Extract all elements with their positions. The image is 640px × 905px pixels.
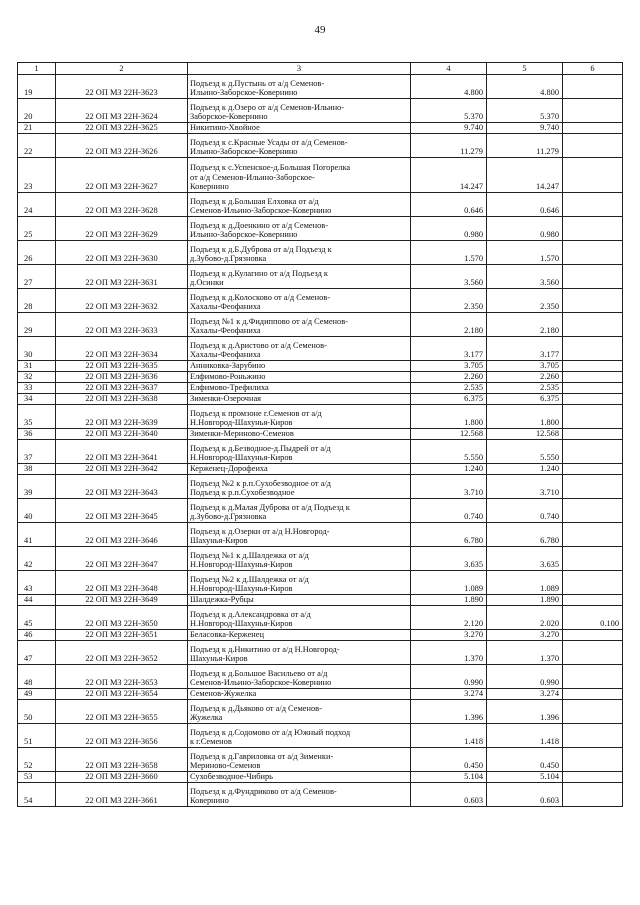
length-extra — [563, 630, 623, 641]
table-row — [18, 123, 623, 134]
length-value: 0.980 — [487, 217, 563, 241]
table-row — [18, 641, 623, 665]
length-total: 2.180 — [411, 313, 487, 337]
length-value: 3.560 — [487, 265, 563, 289]
road-name: Подъезд к д.Большое Васильево от а/д Семенов-Ильино-Заборское-Ковернино — [188, 665, 411, 689]
table-row — [18, 217, 623, 241]
length-value: 3.274 — [487, 689, 563, 700]
length-total: 1.396 — [411, 700, 487, 724]
road-name: Керженец-Дорофеиха — [188, 464, 411, 475]
row-number: 32 — [18, 372, 56, 383]
row-number: 38 — [18, 464, 56, 475]
row-number: 53 — [18, 772, 56, 783]
row-number: 37 — [18, 440, 56, 464]
road-code: 22 ОП МЗ 22Н-3632 — [56, 289, 188, 313]
row-number: 48 — [18, 665, 56, 689]
length-value: 5.550 — [487, 440, 563, 464]
road-code: 22 ОП МЗ 22Н-3630 — [56, 241, 188, 265]
road-name: Подъезд к д.Никитино от а/д Н.Новгород- Шахунья-Киров — [188, 641, 411, 665]
length-total: 1.890 — [411, 595, 487, 606]
table-row — [18, 464, 623, 475]
length-total: 14.247 — [411, 158, 487, 193]
table-row — [18, 429, 623, 440]
length-value: 11.279 — [487, 134, 563, 158]
row-number: 35 — [18, 405, 56, 429]
road-name: Подъезд №2 к р.п.Сухобезводное от а/д Подъезд к р.п.Сухобезводное — [188, 475, 411, 499]
road-name: Подъезд к д.Содомово от а/д Южный подход к г.Семенов — [188, 724, 411, 748]
length-total: 1.089 — [411, 571, 487, 595]
table-row — [18, 75, 623, 99]
length-value: 12.568 — [487, 429, 563, 440]
row-number: 27 — [18, 265, 56, 289]
roads-table — [17, 62, 623, 807]
length-extra — [563, 158, 623, 193]
row-number: 21 — [18, 123, 56, 134]
road-code: 22 ОП МЗ 22Н-3654 — [56, 689, 188, 700]
road-name: Подъезд к с.Успенское-д.Большая Погорелка от а/д Семенов-Ильино-Заборское- Ковернино — [188, 158, 411, 193]
table-row — [18, 372, 623, 383]
row-number: 40 — [18, 499, 56, 523]
road-code: 22 ОП МЗ 22Н-3661 — [56, 783, 188, 807]
table-row — [18, 394, 623, 405]
road-name: Подъезд №1 к д.Шалдежка от а/д Н.Новгород-Шахунья-Киров — [188, 547, 411, 571]
road-name: Подъезд №2 к д.Шалдежка от а/д Н.Новгород-Шахунья-Киров — [188, 571, 411, 595]
column-header: 1 — [18, 63, 56, 75]
length-extra — [563, 123, 623, 134]
length-extra — [563, 134, 623, 158]
length-value: 1.370 — [487, 641, 563, 665]
row-number: 45 — [18, 606, 56, 630]
length-total: 0.450 — [411, 748, 487, 772]
length-extra — [563, 748, 623, 772]
length-total: 2.350 — [411, 289, 487, 313]
table-row — [18, 630, 623, 641]
length-value: 2.180 — [487, 313, 563, 337]
road-name: Семенов-Жужелка — [188, 689, 411, 700]
road-code: 22 ОП МЗ 22Н-3625 — [56, 123, 188, 134]
length-value: 5.370 — [487, 99, 563, 123]
length-total: 5.104 — [411, 772, 487, 783]
road-code: 22 ОП МЗ 22Н-3656 — [56, 724, 188, 748]
length-extra — [563, 405, 623, 429]
length-extra — [563, 641, 623, 665]
length-value: 2.260 — [487, 372, 563, 383]
row-number: 29 — [18, 313, 56, 337]
length-total: 5.550 — [411, 440, 487, 464]
length-total: 3.560 — [411, 265, 487, 289]
row-number: 52 — [18, 748, 56, 772]
length-value: 3.710 — [487, 475, 563, 499]
length-total: 1.418 — [411, 724, 487, 748]
table-row — [18, 361, 623, 372]
length-total: 2.535 — [411, 383, 487, 394]
length-extra — [563, 75, 623, 99]
table-row — [18, 606, 623, 630]
row-number: 31 — [18, 361, 56, 372]
length-total: 12.568 — [411, 429, 487, 440]
road-code: 22 ОП МЗ 22Н-3637 — [56, 383, 188, 394]
length-value: 0.450 — [487, 748, 563, 772]
table-row — [18, 337, 623, 361]
table-row — [18, 595, 623, 606]
length-extra — [563, 595, 623, 606]
length-total: 3.177 — [411, 337, 487, 361]
length-value: 14.247 — [487, 158, 563, 193]
road-name: Елфимово-Трефилиха — [188, 383, 411, 394]
length-total: 3.274 — [411, 689, 487, 700]
row-number: 23 — [18, 158, 56, 193]
length-total: 0.646 — [411, 193, 487, 217]
road-code: 22 ОП МЗ 22Н-3653 — [56, 665, 188, 689]
road-code: 22 ОП МЗ 22Н-3627 — [56, 158, 188, 193]
length-total: 1.800 — [411, 405, 487, 429]
table-row — [18, 313, 623, 337]
table-row — [18, 665, 623, 689]
length-extra — [563, 193, 623, 217]
road-code: 22 ОП МЗ 22Н-3650 — [56, 606, 188, 630]
row-number: 41 — [18, 523, 56, 547]
road-code: 22 ОП МЗ 22Н-3642 — [56, 464, 188, 475]
column-header: 5 — [487, 63, 563, 75]
length-value: 4.800 — [487, 75, 563, 99]
length-extra — [563, 313, 623, 337]
length-extra — [563, 499, 623, 523]
table-row — [18, 241, 623, 265]
table-header-row — [18, 63, 623, 75]
road-code: 22 ОП МЗ 22Н-3649 — [56, 595, 188, 606]
table-row — [18, 547, 623, 571]
length-extra — [563, 99, 623, 123]
row-number: 43 — [18, 571, 56, 595]
length-total: 1.370 — [411, 641, 487, 665]
road-code: 22 ОП МЗ 22Н-3628 — [56, 193, 188, 217]
road-name: Зименки-Озерочная — [188, 394, 411, 405]
table-row — [18, 700, 623, 724]
table-row — [18, 440, 623, 464]
length-value: 1.240 — [487, 464, 563, 475]
length-value: 1.890 — [487, 595, 563, 606]
length-extra — [563, 475, 623, 499]
row-number: 20 — [18, 99, 56, 123]
length-value: 0.740 — [487, 499, 563, 523]
row-number: 47 — [18, 641, 56, 665]
column-header: 3 — [188, 63, 411, 75]
length-total: 11.279 — [411, 134, 487, 158]
length-total: 0.740 — [411, 499, 487, 523]
length-extra — [563, 547, 623, 571]
length-value: 5.104 — [487, 772, 563, 783]
road-name: Елфимово-Роньжино — [188, 372, 411, 383]
table-row — [18, 265, 623, 289]
length-value: 1.089 — [487, 571, 563, 595]
length-extra — [563, 523, 623, 547]
row-number: 24 — [18, 193, 56, 217]
road-code: 22 ОП МЗ 22Н-3660 — [56, 772, 188, 783]
length-value: 3.635 — [487, 547, 563, 571]
road-code: 22 ОП МЗ 22Н-3636 — [56, 372, 188, 383]
road-code: 22 ОП МЗ 22Н-3635 — [56, 361, 188, 372]
length-extra — [563, 217, 623, 241]
length-total: 0.603 — [411, 783, 487, 807]
row-number: 46 — [18, 630, 56, 641]
road-name: Подъезд к д.Озерки от а/д Н.Новгород- Шахунья-Киров — [188, 523, 411, 547]
length-value: 2.350 — [487, 289, 563, 313]
table-row — [18, 405, 623, 429]
length-total: 3.635 — [411, 547, 487, 571]
road-name: Подъезд к д.Кулагино от а/д Подъезд к д.Осинки — [188, 265, 411, 289]
road-name: Зименки-Мериново-Семенов — [188, 429, 411, 440]
length-value: 1.800 — [487, 405, 563, 429]
row-number: 50 — [18, 700, 56, 724]
length-extra — [563, 289, 623, 313]
table-row — [18, 158, 623, 193]
length-extra — [563, 265, 623, 289]
road-code: 22 ОП МЗ 22Н-3638 — [56, 394, 188, 405]
table-row — [18, 193, 623, 217]
row-number: 26 — [18, 241, 56, 265]
road-name: Подъезд к д.Дьяково от а/д Семенов- Жужелка — [188, 700, 411, 724]
length-value: 6.375 — [487, 394, 563, 405]
row-number: 30 — [18, 337, 56, 361]
length-value: 3.177 — [487, 337, 563, 361]
length-total: 6.375 — [411, 394, 487, 405]
row-number: 33 — [18, 383, 56, 394]
road-name: Подъезд к д.Колосково от а/д Семенов- Хахалы-Феофаниха — [188, 289, 411, 313]
road-name: Анниковка-Зарубино — [188, 361, 411, 372]
length-extra — [563, 372, 623, 383]
road-code: 22 ОП МЗ 22Н-3643 — [56, 475, 188, 499]
road-name: Подъезд №1 к д.Фидиппово от а/д Семенов- Хахалы-Феофаниха — [188, 313, 411, 337]
length-extra — [563, 337, 623, 361]
road-code: 22 ОП МЗ 22Н-3624 — [56, 99, 188, 123]
row-number: 36 — [18, 429, 56, 440]
road-name: Сухобезводное-Чибирь — [188, 772, 411, 783]
length-extra — [563, 383, 623, 394]
table-row — [18, 571, 623, 595]
road-code: 22 ОП МЗ 22Н-3655 — [56, 700, 188, 724]
table-row — [18, 748, 623, 772]
road-code: 22 ОП МЗ 22Н-3634 — [56, 337, 188, 361]
road-name: Никитино-Хвойное — [188, 123, 411, 134]
page-number: 49 — [314, 24, 326, 36]
table-row — [18, 523, 623, 547]
road-code: 22 ОП МЗ 22Н-3645 — [56, 499, 188, 523]
length-total: 9.740 — [411, 123, 487, 134]
length-total: 6.780 — [411, 523, 487, 547]
row-number: 28 — [18, 289, 56, 313]
road-code: 22 ОП МЗ 22Н-3623 — [56, 75, 188, 99]
row-number: 19 — [18, 75, 56, 99]
table-row — [18, 383, 623, 394]
row-number: 44 — [18, 595, 56, 606]
road-code: 22 ОП МЗ 22Н-3641 — [56, 440, 188, 464]
road-code: 22 ОП МЗ 22Н-3647 — [56, 547, 188, 571]
road-code: 22 ОП МЗ 22Н-3639 — [56, 405, 188, 429]
length-extra — [563, 241, 623, 265]
length-value: 6.780 — [487, 523, 563, 547]
table-row — [18, 724, 623, 748]
table-row — [18, 499, 623, 523]
length-total: 4.800 — [411, 75, 487, 99]
column-header: 6 — [563, 63, 623, 75]
length-total: 0.990 — [411, 665, 487, 689]
row-number: 54 — [18, 783, 56, 807]
length-extra — [563, 724, 623, 748]
length-total: 3.705 — [411, 361, 487, 372]
table-row — [18, 99, 623, 123]
road-name: Беласовка-Керженец — [188, 630, 411, 641]
road-code: 22 ОП МЗ 22Н-3626 — [56, 134, 188, 158]
road-name: Подъезд к промзоне г.Семенов от а/д Н.Новгород-Шахунья-Киров — [188, 405, 411, 429]
length-value: 1.418 — [487, 724, 563, 748]
road-name: Шалдежка-Рубцы — [188, 595, 411, 606]
road-name: Подъезд к д.Безводное-д.Пыдрей от а/д Н.Новгород-Шахунья-Киров — [188, 440, 411, 464]
road-name: Подъезд к д.Б.Дуброва от а/д Подъезд к д.Зубово-д.Грязновка — [188, 241, 411, 265]
length-value: 0.646 — [487, 193, 563, 217]
road-name: Подъезд к д.Малая Дуброва от а/д Подъезд к д.Зубово-д.Грязновка — [188, 499, 411, 523]
road-code: 22 ОП МЗ 22Н-3646 — [56, 523, 188, 547]
table-row — [18, 475, 623, 499]
length-extra — [563, 464, 623, 475]
road-code: 22 ОП МЗ 22Н-3640 — [56, 429, 188, 440]
road-code: 22 ОП МЗ 22Н-3633 — [56, 313, 188, 337]
road-code: 22 ОП МЗ 22Н-3648 — [56, 571, 188, 595]
row-number: 49 — [18, 689, 56, 700]
row-number: 42 — [18, 547, 56, 571]
road-name: Подъезд к д.Аристово от а/д Семенов- Хахалы-Феофаниха — [188, 337, 411, 361]
length-total: 3.710 — [411, 475, 487, 499]
length-extra — [563, 394, 623, 405]
length-total: 2.260 — [411, 372, 487, 383]
length-extra: 0.100 — [563, 606, 623, 630]
length-value: 2.535 — [487, 383, 563, 394]
length-value: 0.603 — [487, 783, 563, 807]
road-code: 22 ОП МЗ 22Н-3651 — [56, 630, 188, 641]
length-value: 1.570 — [487, 241, 563, 265]
length-extra — [563, 665, 623, 689]
road-name: Подъезд к с.Красные Усады от а/д Семенов- Ильино-Заборское-Ковернино — [188, 134, 411, 158]
column-header: 2 — [56, 63, 188, 75]
column-header: 4 — [411, 63, 487, 75]
table-row — [18, 783, 623, 807]
road-code: 22 ОП МЗ 22Н-3631 — [56, 265, 188, 289]
length-extra — [563, 689, 623, 700]
length-total: 1.570 — [411, 241, 487, 265]
length-total: 5.370 — [411, 99, 487, 123]
row-number: 51 — [18, 724, 56, 748]
table-row — [18, 134, 623, 158]
road-code: 22 ОП МЗ 22Н-3658 — [56, 748, 188, 772]
row-number: 22 — [18, 134, 56, 158]
road-name: Подъезд к д.Большая Елховка от а/д Семенов-Ильино-Заборское-Ковернино — [188, 193, 411, 217]
road-name: Подъезд к д.Пустынь от а/д Семенов- Ильино-Заборское-Ковернино — [188, 75, 411, 99]
length-value: 9.740 — [487, 123, 563, 134]
road-code: 22 ОП МЗ 22Н-3652 — [56, 641, 188, 665]
table-row — [18, 772, 623, 783]
length-extra — [563, 429, 623, 440]
row-number: 34 — [18, 394, 56, 405]
road-name: Подъезд к д.Доенкино от а/д Семенов- Ильино-Заборское-Ковернино — [188, 217, 411, 241]
road-name: Подъезд к д.Озеро от а/д Семенов-Ильино- Заборское-Ковернино — [188, 99, 411, 123]
length-total: 1.240 — [411, 464, 487, 475]
length-value: 0.990 — [487, 665, 563, 689]
length-extra — [563, 700, 623, 724]
length-value: 1.396 — [487, 700, 563, 724]
table-row — [18, 689, 623, 700]
length-extra — [563, 571, 623, 595]
length-extra — [563, 772, 623, 783]
length-extra — [563, 440, 623, 464]
length-value: 3.705 — [487, 361, 563, 372]
road-name: Подъезд к д.Фундриково от а/д Семенов- Ковернино — [188, 783, 411, 807]
length-total: 3.270 — [411, 630, 487, 641]
length-value: 3.270 — [487, 630, 563, 641]
length-extra — [563, 361, 623, 372]
road-name: Подъезд к д.Александровка от а/д Н.Новгород-Шахунья-Киров — [188, 606, 411, 630]
length-total: 0.980 — [411, 217, 487, 241]
length-total: 2.120 — [411, 606, 487, 630]
row-number: 25 — [18, 217, 56, 241]
length-value: 2.020 — [487, 606, 563, 630]
table-row — [18, 289, 623, 313]
row-number: 39 — [18, 475, 56, 499]
road-name: Подъезд к д.Гавриловка от а/д Зименки- Мериново-Семенов — [188, 748, 411, 772]
road-code: 22 ОП МЗ 22Н-3629 — [56, 217, 188, 241]
length-extra — [563, 783, 623, 807]
